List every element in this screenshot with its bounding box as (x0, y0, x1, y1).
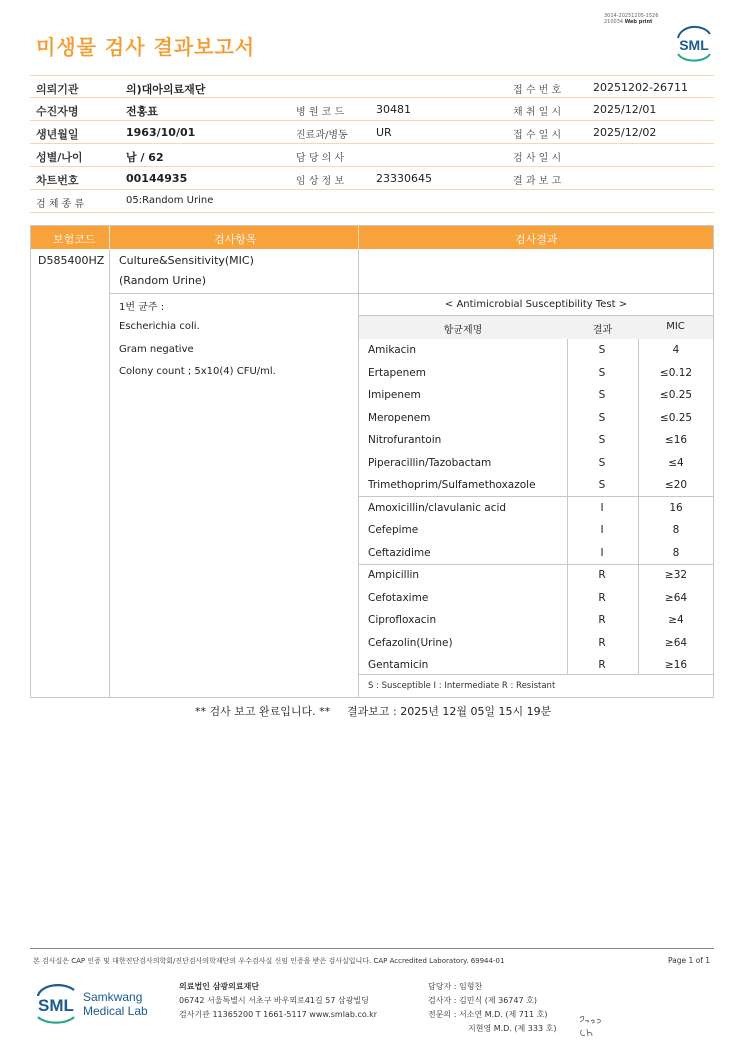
staff-row: 전문의 : 서소연 M.D. (제 711 호) (428, 1010, 548, 1019)
info-value: 1963/10/01 (126, 126, 196, 139)
drug-mic: ≤20 (664, 479, 688, 491)
info-label: 접 수 번 호 (513, 85, 562, 96)
drug-name: Amikacin (368, 344, 417, 356)
org-info (179, 980, 377, 1022)
drug-mic: ≥4 (668, 614, 684, 626)
drug-mic: 4 (672, 344, 680, 356)
info-label: 진료과/병동 (296, 130, 348, 141)
drug-mic: ≥16 (664, 659, 688, 671)
info-label: 채 취 일 시 (513, 107, 562, 118)
info-row (30, 121, 714, 144)
table-header (31, 226, 713, 249)
signature-icon (576, 1010, 606, 1040)
drug-name: Trimethoprim/Sulfamethoxazole (368, 479, 536, 491)
drug-name: Ciprofloxacin (368, 614, 437, 626)
drug-result: S (598, 479, 606, 491)
info-value: 23330645 (376, 172, 432, 185)
report-time: 결과보고 : 2025년 12월 05일 15시 19분 (347, 705, 552, 718)
drug-name: Imipenem (368, 389, 421, 401)
info-label: 성별/나이 (36, 151, 83, 164)
page-title: 미생물 검사 결과보고서 (36, 35, 256, 59)
drug-mic: ≤4 (668, 456, 684, 469)
test-name: Culture&Sensitivity(MIC) (119, 254, 254, 267)
drug-result: S (598, 366, 606, 379)
drug-result: I (600, 524, 604, 536)
info-label: 임 상 정 보 (296, 176, 345, 187)
info-label: 결 과 보 고 (513, 176, 562, 187)
info-row (30, 144, 714, 167)
ast-header-drug: 항균제명 (443, 325, 483, 336)
drug-mic: ≤0.25 (659, 389, 693, 401)
ast-row (359, 384, 713, 407)
ast-row (359, 564, 713, 587)
info-row (30, 75, 714, 98)
completion-note: ** 검사 보고 완료입니다. ** (195, 705, 331, 718)
svg-text:SML: SML (679, 37, 709, 53)
info-value: 2025/12/02 (593, 126, 657, 139)
sml-logo-icon (672, 22, 716, 62)
info-label: 담 당 의 사 (296, 153, 345, 164)
info-label: 병 원 코 드 (296, 107, 345, 118)
info-row (30, 190, 714, 213)
drug-mic: 16 (669, 501, 683, 514)
test-specimen: (Random Urine) (119, 274, 206, 287)
info-value: 남 / 62 (126, 151, 164, 164)
drug-result: R (598, 614, 606, 626)
header-test-result: 검사결과 (515, 233, 558, 246)
info-value: 30481 (376, 103, 411, 116)
ast-row (359, 339, 713, 362)
drug-result: I (600, 501, 604, 514)
info-label: 수진자명 (36, 105, 79, 118)
ast-row (359, 519, 713, 542)
print-code-line2: 210034 Web print (604, 19, 653, 25)
svg-text:Medical Lab: Medical Lab (83, 1004, 148, 1018)
drug-name: Amoxicillin/clavulanic acid (368, 501, 507, 514)
staff-row: 지현영 M.D. (제 333 호) (468, 1024, 557, 1033)
ast-header-result: 결과 (592, 325, 613, 336)
ast-row (359, 497, 713, 520)
org-name: 의료법인 삼광의료재단 (179, 982, 260, 991)
info-value: 전홍표 (126, 105, 158, 118)
drug-mic: ≥64 (664, 636, 688, 649)
ast-row (359, 452, 713, 475)
print-code (604, 13, 659, 25)
drug-result: S (598, 456, 606, 469)
info-label: 검 사 일 시 (513, 153, 562, 164)
drug-name: Nitrofurantoin (368, 434, 442, 446)
org-contact: 검사기관 11365200 T 1661-5117 www.smlab.co.kr (179, 1010, 378, 1019)
drug-name: Cefazolin(Urine) (368, 636, 453, 649)
svg-text:SML: SML (38, 996, 74, 1015)
ast-header-mic: MIC (666, 321, 685, 332)
svg-text:Samkwang: Samkwang (83, 990, 143, 1004)
info-value: 20251202-26711 (593, 81, 688, 94)
staff-row: 검사자 : 김민식 (제 36747 호) (428, 996, 537, 1005)
drug-result: I (600, 546, 604, 559)
samkwang-logo-icon (36, 980, 156, 1026)
header-test-item: 검사항목 (214, 233, 257, 246)
ast-row (359, 474, 713, 497)
header-insurance-code: 보험코드 (53, 233, 96, 246)
drug-result: R (598, 659, 606, 671)
org-address: 06742 서울특별시 서초구 바우뫼로41길 57 삼광빌딩 (179, 996, 369, 1005)
info-value: UR (376, 126, 392, 139)
ast-title: < Antimicrobial Susceptibility Test > (444, 299, 628, 310)
info-label: 검 체 종 류 (36, 199, 85, 210)
drug-name: Cefotaxime (368, 591, 429, 604)
drug-mic: ≤16 (664, 434, 688, 446)
info-row (30, 167, 714, 190)
staff-info (428, 980, 556, 1036)
info-row (30, 98, 714, 121)
info-value: 05:Random Urine (126, 195, 214, 206)
ast-header (359, 316, 713, 339)
result-table (30, 225, 714, 698)
drug-mic: ≤0.12 (659, 366, 693, 379)
drug-name: Gentamicin (368, 659, 429, 671)
info-label: 의뢰기관 (36, 83, 79, 96)
drug-name: Cefepime (368, 524, 419, 536)
patient-info (30, 75, 714, 213)
drug-mic: 8 (672, 524, 680, 536)
ast-row (359, 654, 713, 677)
info-value: 의)대아의료재단 (126, 83, 206, 96)
drug-mic: ≥64 (664, 591, 688, 604)
ast-row (359, 609, 713, 632)
drug-name: Ceftazidime (368, 546, 431, 559)
drug-result: R (598, 591, 606, 604)
info-label: 차트번호 (36, 174, 79, 187)
drug-result: R (598, 569, 606, 581)
organism-gram: Gram negative (119, 344, 194, 355)
drug-result: S (598, 434, 606, 446)
info-label: 생년월일 (36, 128, 79, 141)
ast-row (359, 429, 713, 452)
drug-mic: 8 (672, 546, 680, 559)
drug-mic: ≤0.25 (659, 411, 693, 424)
ast-legend: S : Susceptible I : Intermediate R : Resistant (368, 681, 556, 691)
drug-name: Ampicillin (368, 569, 420, 581)
info-value: 2025/12/01 (593, 103, 657, 116)
ast-row (359, 587, 713, 610)
drug-name: Piperacillin/Tazobactam (368, 456, 492, 469)
cap-accreditation: 본 검사실은 CAP 인증 및 대한진단검사의학회/진단검사의학재단의 우수검사실 신임 인증을 받은 검사실입니다. CAP Accredited Laboratory. 69944-01 (33, 957, 505, 965)
ast-row (359, 632, 713, 655)
insurance-code: D585400HZ (38, 254, 105, 267)
info-value: 00144935 (126, 172, 188, 185)
drug-name: Ertapenem (368, 366, 426, 379)
organism-name: Escherichia coli. (119, 321, 200, 332)
staff-row: 담당자 : 임형찬 (428, 982, 483, 991)
drug-mic: ≥32 (664, 569, 688, 581)
drug-result: S (598, 389, 606, 401)
print-code-line1: 3014-20251205-1526 (604, 13, 659, 19)
organism-label: 1번 균주 : (119, 302, 165, 313)
footer-divider (30, 948, 714, 949)
ast-row (359, 362, 713, 385)
drug-result: S (598, 344, 606, 356)
page-number: Page 1 of 1 (668, 956, 711, 965)
drug-result: R (598, 636, 606, 649)
ast-row (359, 407, 713, 430)
organism-count: Colony count ; 5x10(4) CFU/ml. (119, 366, 276, 377)
info-label: 접 수 일 시 (513, 130, 562, 141)
drug-result: S (598, 411, 606, 424)
drug-name: Meropenem (368, 411, 431, 424)
ast-row (359, 542, 713, 565)
